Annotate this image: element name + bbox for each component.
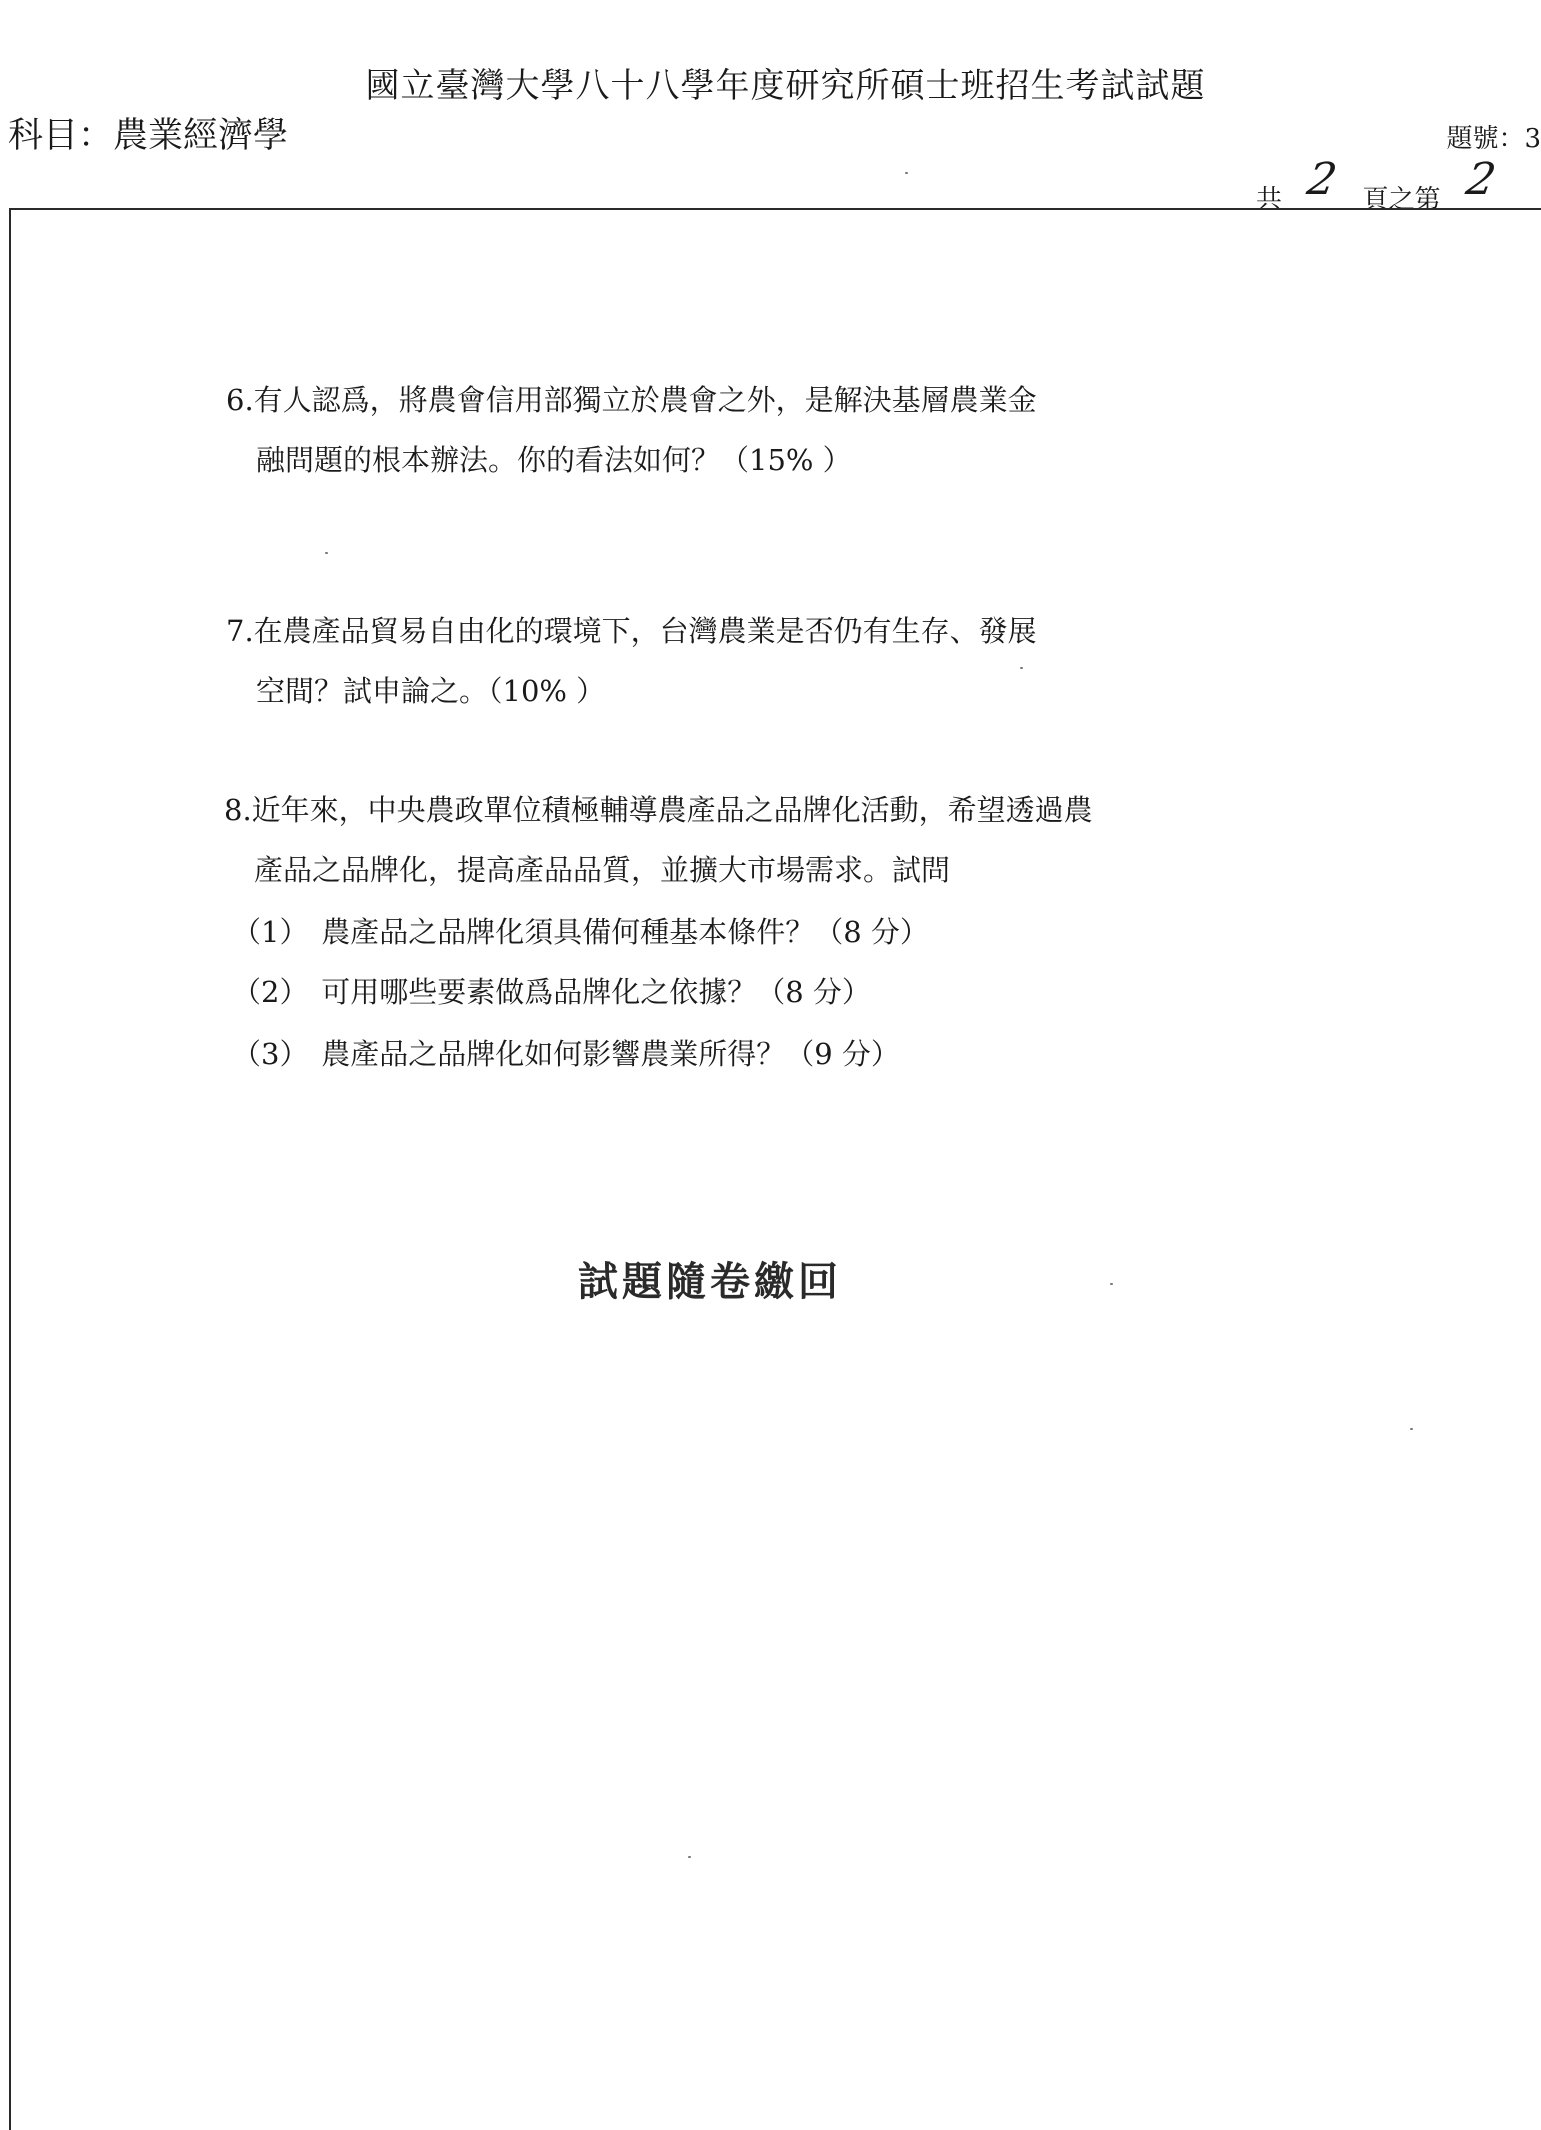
pages-prefix: 共 (1256, 185, 1283, 215)
pages-total: 2 (1303, 154, 1341, 205)
sub-text: 農產品之品牌化如何影響農業所得？（9 分） (321, 1037, 900, 1071)
sub-text: 可用哪些要素做爲品牌化之依據？（8 分） (321, 975, 871, 1009)
sub-text: 農產品之品牌化須具備何種基本條件？（8 分） (321, 915, 929, 949)
question-8-sub-2 (232, 970, 871, 1011)
question-6 (226, 370, 1037, 490)
question-7 (226, 601, 1037, 721)
question-6-line-2: 融問題的根本辦法。你的看法如何？（15% ） (256, 443, 852, 477)
question-8 (224, 780, 1093, 900)
subject-label: 科目：農業經濟學 (8, 116, 289, 156)
scan-speck (905, 172, 908, 174)
pages-middle: 頁之第 (1362, 185, 1441, 215)
return-exam-stamp: 試題隨卷繳回 (578, 1258, 842, 1305)
sub-number: （1） (232, 915, 309, 949)
scan-speck (1020, 667, 1023, 669)
question-8-sub-3 (232, 1032, 900, 1073)
scan-speck (688, 1856, 691, 1858)
question-6-line-1: 6.有人認爲，將農會信用部獨立於農會之外，是解決基層農業金 (226, 383, 1037, 417)
scan-speck (1110, 1283, 1113, 1285)
question-number: 題號：3 (1446, 124, 1541, 154)
content-frame (9, 208, 1541, 2130)
question-8-line-2: 產品之品牌化，提高產品品質，並擴大市場需求。試問 (254, 853, 951, 887)
page-title: 國立臺灣大學八十八學年度研究所碩士班招生考試試題 (365, 66, 1206, 106)
question-7-line-2: 空間？試申論之。（10% ） (256, 674, 606, 708)
sub-number: （2） (232, 975, 309, 1009)
scan-speck (325, 552, 328, 554)
question-8-line-1: 8.近年來，中央農政單位積極輔導農產品之品牌化活動，希望透過農 (224, 793, 1093, 827)
scan-speck (1410, 1428, 1413, 1430)
question-7-line-1: 7.在農產品貿易自由化的環境下，台灣農業是否仍有生存、發展 (226, 614, 1037, 648)
sub-number: （3） (232, 1037, 309, 1071)
question-8-sub-1 (232, 910, 929, 951)
pages-current: 2 (1462, 154, 1500, 205)
